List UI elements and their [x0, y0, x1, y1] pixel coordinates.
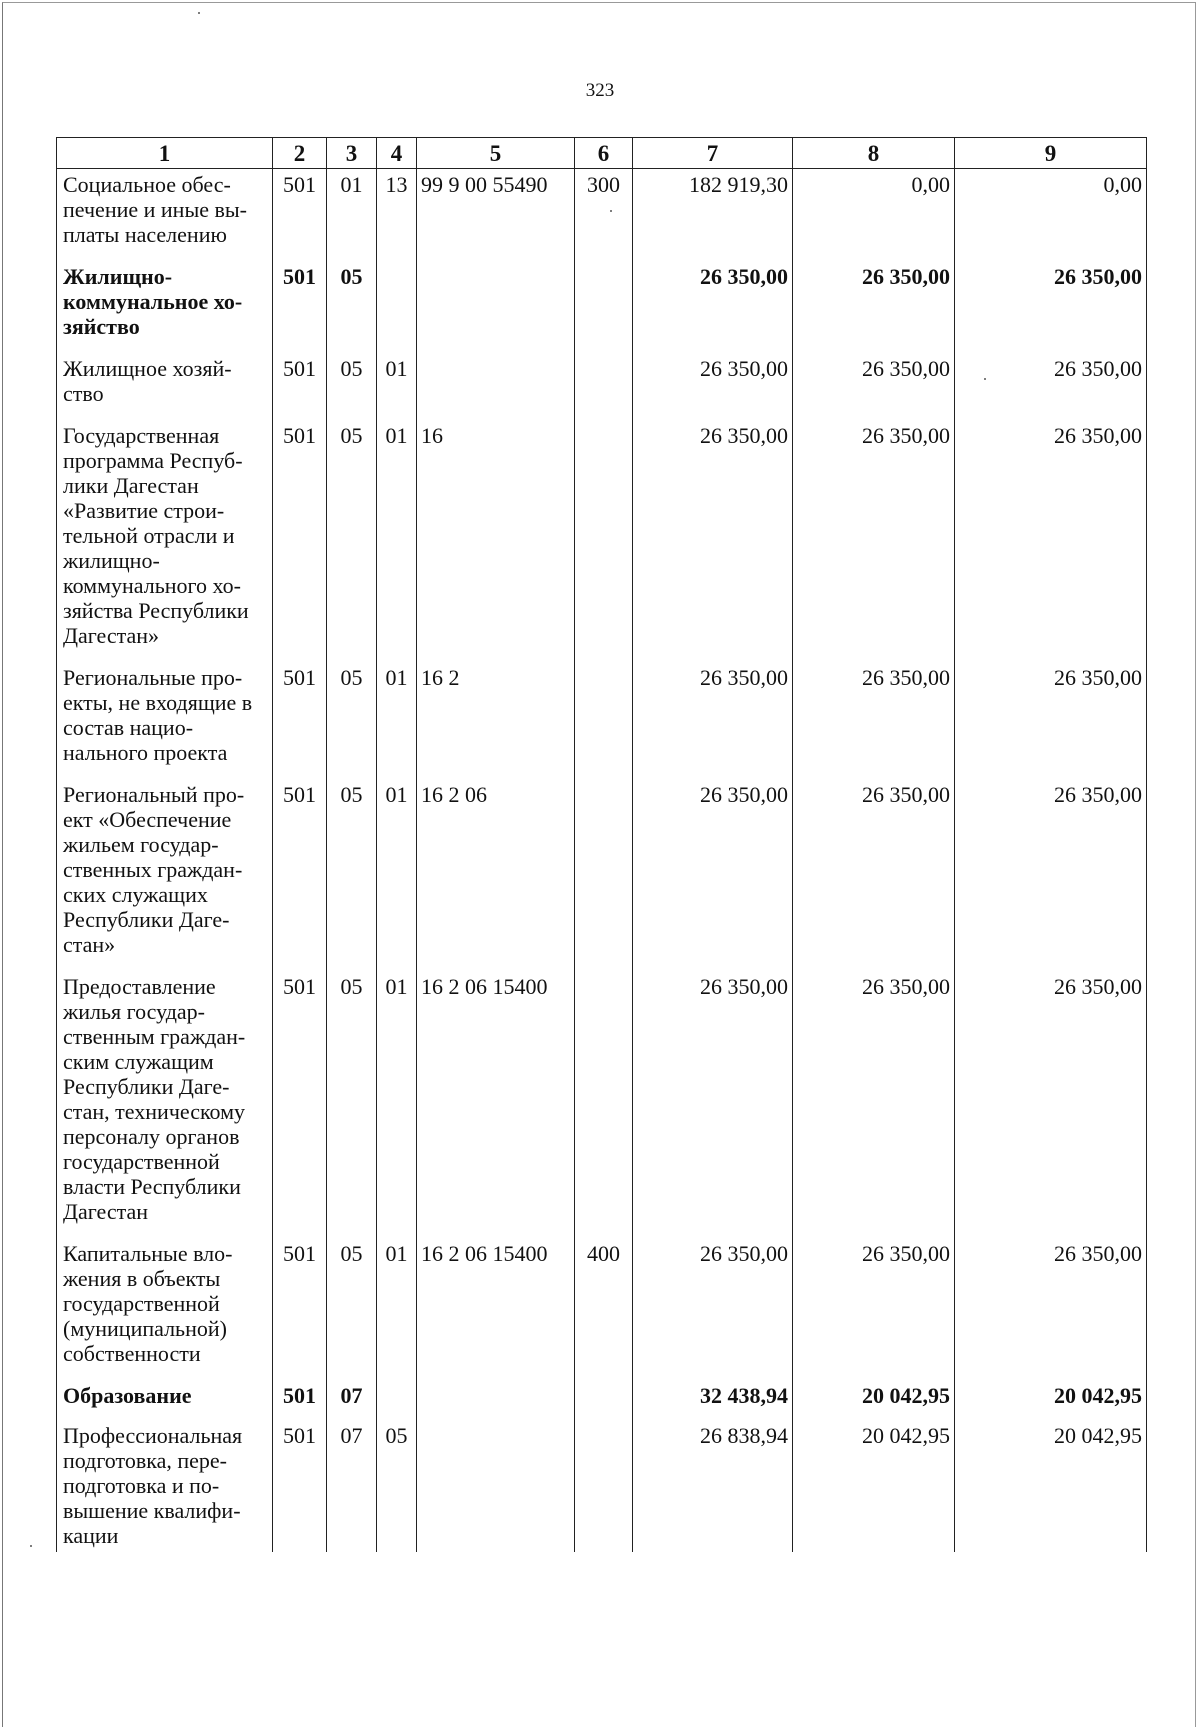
code-cell-4: 01: [377, 971, 417, 1238]
column-header: 4: [377, 138, 417, 169]
row-name-cell: Региональный про-ект «Обеспечение жильем государ-ственных граждан-ских служащих Республики Даге-стан»: [57, 779, 273, 971]
column-header: 8: [793, 138, 955, 169]
code-cell-2: 501: [273, 779, 327, 971]
code-cell-4: 13: [377, 169, 417, 262]
code-cell-3: 05: [327, 971, 377, 1238]
table-row: [57, 662, 1147, 779]
amount-cell-8: 26 350,00: [793, 662, 955, 779]
code-cell-5: [417, 1420, 575, 1552]
code-cell-4: 01: [377, 779, 417, 971]
table-row: [57, 353, 1147, 420]
amount-cell-8: 0,00: [793, 169, 955, 262]
column-header: 2: [273, 138, 327, 169]
amount-cell-7: 26 838,94: [633, 1420, 793, 1552]
code-cell-5: [417, 261, 575, 353]
code-cell-5: [417, 1380, 575, 1420]
code-cell-4: 01: [377, 662, 417, 779]
amount-cell-9: 26 350,00: [955, 353, 1147, 420]
table-body: [57, 169, 1147, 1553]
amount-cell-9: 20 042,95: [955, 1380, 1147, 1420]
amount-cell-9: 26 350,00: [955, 779, 1147, 971]
page-number: 323: [585, 80, 615, 101]
amount-cell-9: 20 042,95: [955, 1420, 1147, 1552]
code-cell-6: [575, 1420, 633, 1552]
code-cell-6: [575, 420, 633, 662]
code-cell-6: [575, 662, 633, 779]
amount-cell-7: 26 350,00: [633, 779, 793, 971]
scan-speck: [30, 1545, 32, 1547]
code-cell-2: 501: [273, 1238, 327, 1380]
amount-cell-8: 20 042,95: [793, 1420, 955, 1552]
amount-cell-7: 26 350,00: [633, 420, 793, 662]
amount-cell-8: 20 042,95: [793, 1380, 955, 1420]
row-name-cell: Предоставление жилья государ-ственным граждан-ским служащим Республики Даге-стан, техническому персоналу органов государственной власти Республики Дагестан: [57, 971, 273, 1238]
code-cell-2: 501: [273, 662, 327, 779]
code-cell-3: 05: [327, 779, 377, 971]
table-row: [57, 169, 1147, 262]
scan-speck: [984, 378, 986, 380]
amount-cell-8: 26 350,00: [793, 353, 955, 420]
code-cell-2: 501: [273, 353, 327, 420]
code-cell-3: 05: [327, 662, 377, 779]
scan-speck: [198, 12, 200, 14]
amount-cell-9: 26 350,00: [955, 971, 1147, 1238]
budget-table: [56, 137, 1147, 1552]
code-cell-4: 01: [377, 1238, 417, 1380]
row-name-cell: Капитальные вло-жения в объекты государственной (муниципальной) собственности: [57, 1238, 273, 1380]
row-name-cell: Социальное обес-печение и иные вы-платы населению: [57, 169, 273, 262]
code-cell-6: 300: [575, 169, 633, 262]
code-cell-3: 07: [327, 1380, 377, 1420]
amount-cell-8: 26 350,00: [793, 971, 955, 1238]
table-row: [57, 971, 1147, 1238]
amount-cell-7: 26 350,00: [633, 662, 793, 779]
amount-cell-7: 182 919,30: [633, 169, 793, 262]
code-cell-6: [575, 353, 633, 420]
column-header: 7: [633, 138, 793, 169]
code-cell-5: 16 2: [417, 662, 575, 779]
code-cell-3: 05: [327, 1238, 377, 1380]
code-cell-5: 16 2 06 15400: [417, 1238, 575, 1380]
column-header: 6: [575, 138, 633, 169]
code-cell-2: 501: [273, 1420, 327, 1552]
amount-cell-8: 26 350,00: [793, 779, 955, 971]
row-name-cell: Профессиональная подготовка, пере-подготовка и по-вышение квалифи-кации: [57, 1420, 273, 1552]
amount-cell-8: 26 350,00: [793, 420, 955, 662]
amount-cell-7: 26 350,00: [633, 261, 793, 353]
amount-cell-7: 32 438,94: [633, 1380, 793, 1420]
amount-cell-9: 26 350,00: [955, 261, 1147, 353]
code-cell-5: 16 2 06: [417, 779, 575, 971]
amount-cell-7: 26 350,00: [633, 353, 793, 420]
code-cell-4: [377, 1380, 417, 1420]
table-row: [57, 1420, 1147, 1552]
table-row: [57, 1380, 1147, 1420]
code-cell-4: [377, 261, 417, 353]
amount-cell-9: 0,00: [955, 169, 1147, 262]
table-row: [57, 420, 1147, 662]
column-header: 5: [417, 138, 575, 169]
row-name-cell: Жилищно-коммунальное хо-зяйство: [57, 261, 273, 353]
code-cell-5: [417, 353, 575, 420]
row-name-cell: Государственная программа Респуб-лики Дагестан «Развитие строи-тельной отрасли и жилищно-коммунального хо-зяйства Республики Дагестан»: [57, 420, 273, 662]
code-cell-2: 501: [273, 1380, 327, 1420]
row-name-cell: Образование: [57, 1380, 273, 1420]
column-header: 9: [955, 138, 1147, 169]
code-cell-3: 01: [327, 169, 377, 262]
scan-speck: [610, 210, 612, 212]
code-cell-4: 05: [377, 1420, 417, 1552]
code-cell-3: 05: [327, 261, 377, 353]
amount-cell-9: 26 350,00: [955, 1238, 1147, 1380]
code-cell-3: 05: [327, 353, 377, 420]
table-row: [57, 261, 1147, 353]
column-header: 3: [327, 138, 377, 169]
code-cell-6: [575, 971, 633, 1238]
table-row: [57, 1238, 1147, 1380]
amount-cell-9: 26 350,00: [955, 662, 1147, 779]
row-name-cell: Региональные про-екты, не входящие в состав нацио-нального проекта: [57, 662, 273, 779]
code-cell-2: 501: [273, 971, 327, 1238]
code-cell-4: 01: [377, 420, 417, 662]
code-cell-2: 501: [273, 420, 327, 662]
code-cell-2: 501: [273, 261, 327, 353]
code-cell-6: [575, 779, 633, 971]
amount-cell-7: 26 350,00: [633, 971, 793, 1238]
table-header-row: [57, 138, 1147, 169]
code-cell-5: 16 2 06 15400: [417, 971, 575, 1238]
code-cell-3: 05: [327, 420, 377, 662]
column-header: 1: [57, 138, 273, 169]
amount-cell-8: 26 350,00: [793, 261, 955, 353]
amount-cell-8: 26 350,00: [793, 1238, 955, 1380]
code-cell-6: [575, 261, 633, 353]
code-cell-5: 99 9 00 55490: [417, 169, 575, 262]
code-cell-6: [575, 1380, 633, 1420]
code-cell-4: 01: [377, 353, 417, 420]
table-row: [57, 779, 1147, 971]
code-cell-6: 400: [575, 1238, 633, 1380]
amount-cell-7: 26 350,00: [633, 1238, 793, 1380]
code-cell-3: 07: [327, 1420, 377, 1552]
amount-cell-9: 26 350,00: [955, 420, 1147, 662]
row-name-cell: Жилищное хозяй-ство: [57, 353, 273, 420]
code-cell-5: 16: [417, 420, 575, 662]
code-cell-2: 501: [273, 169, 327, 262]
